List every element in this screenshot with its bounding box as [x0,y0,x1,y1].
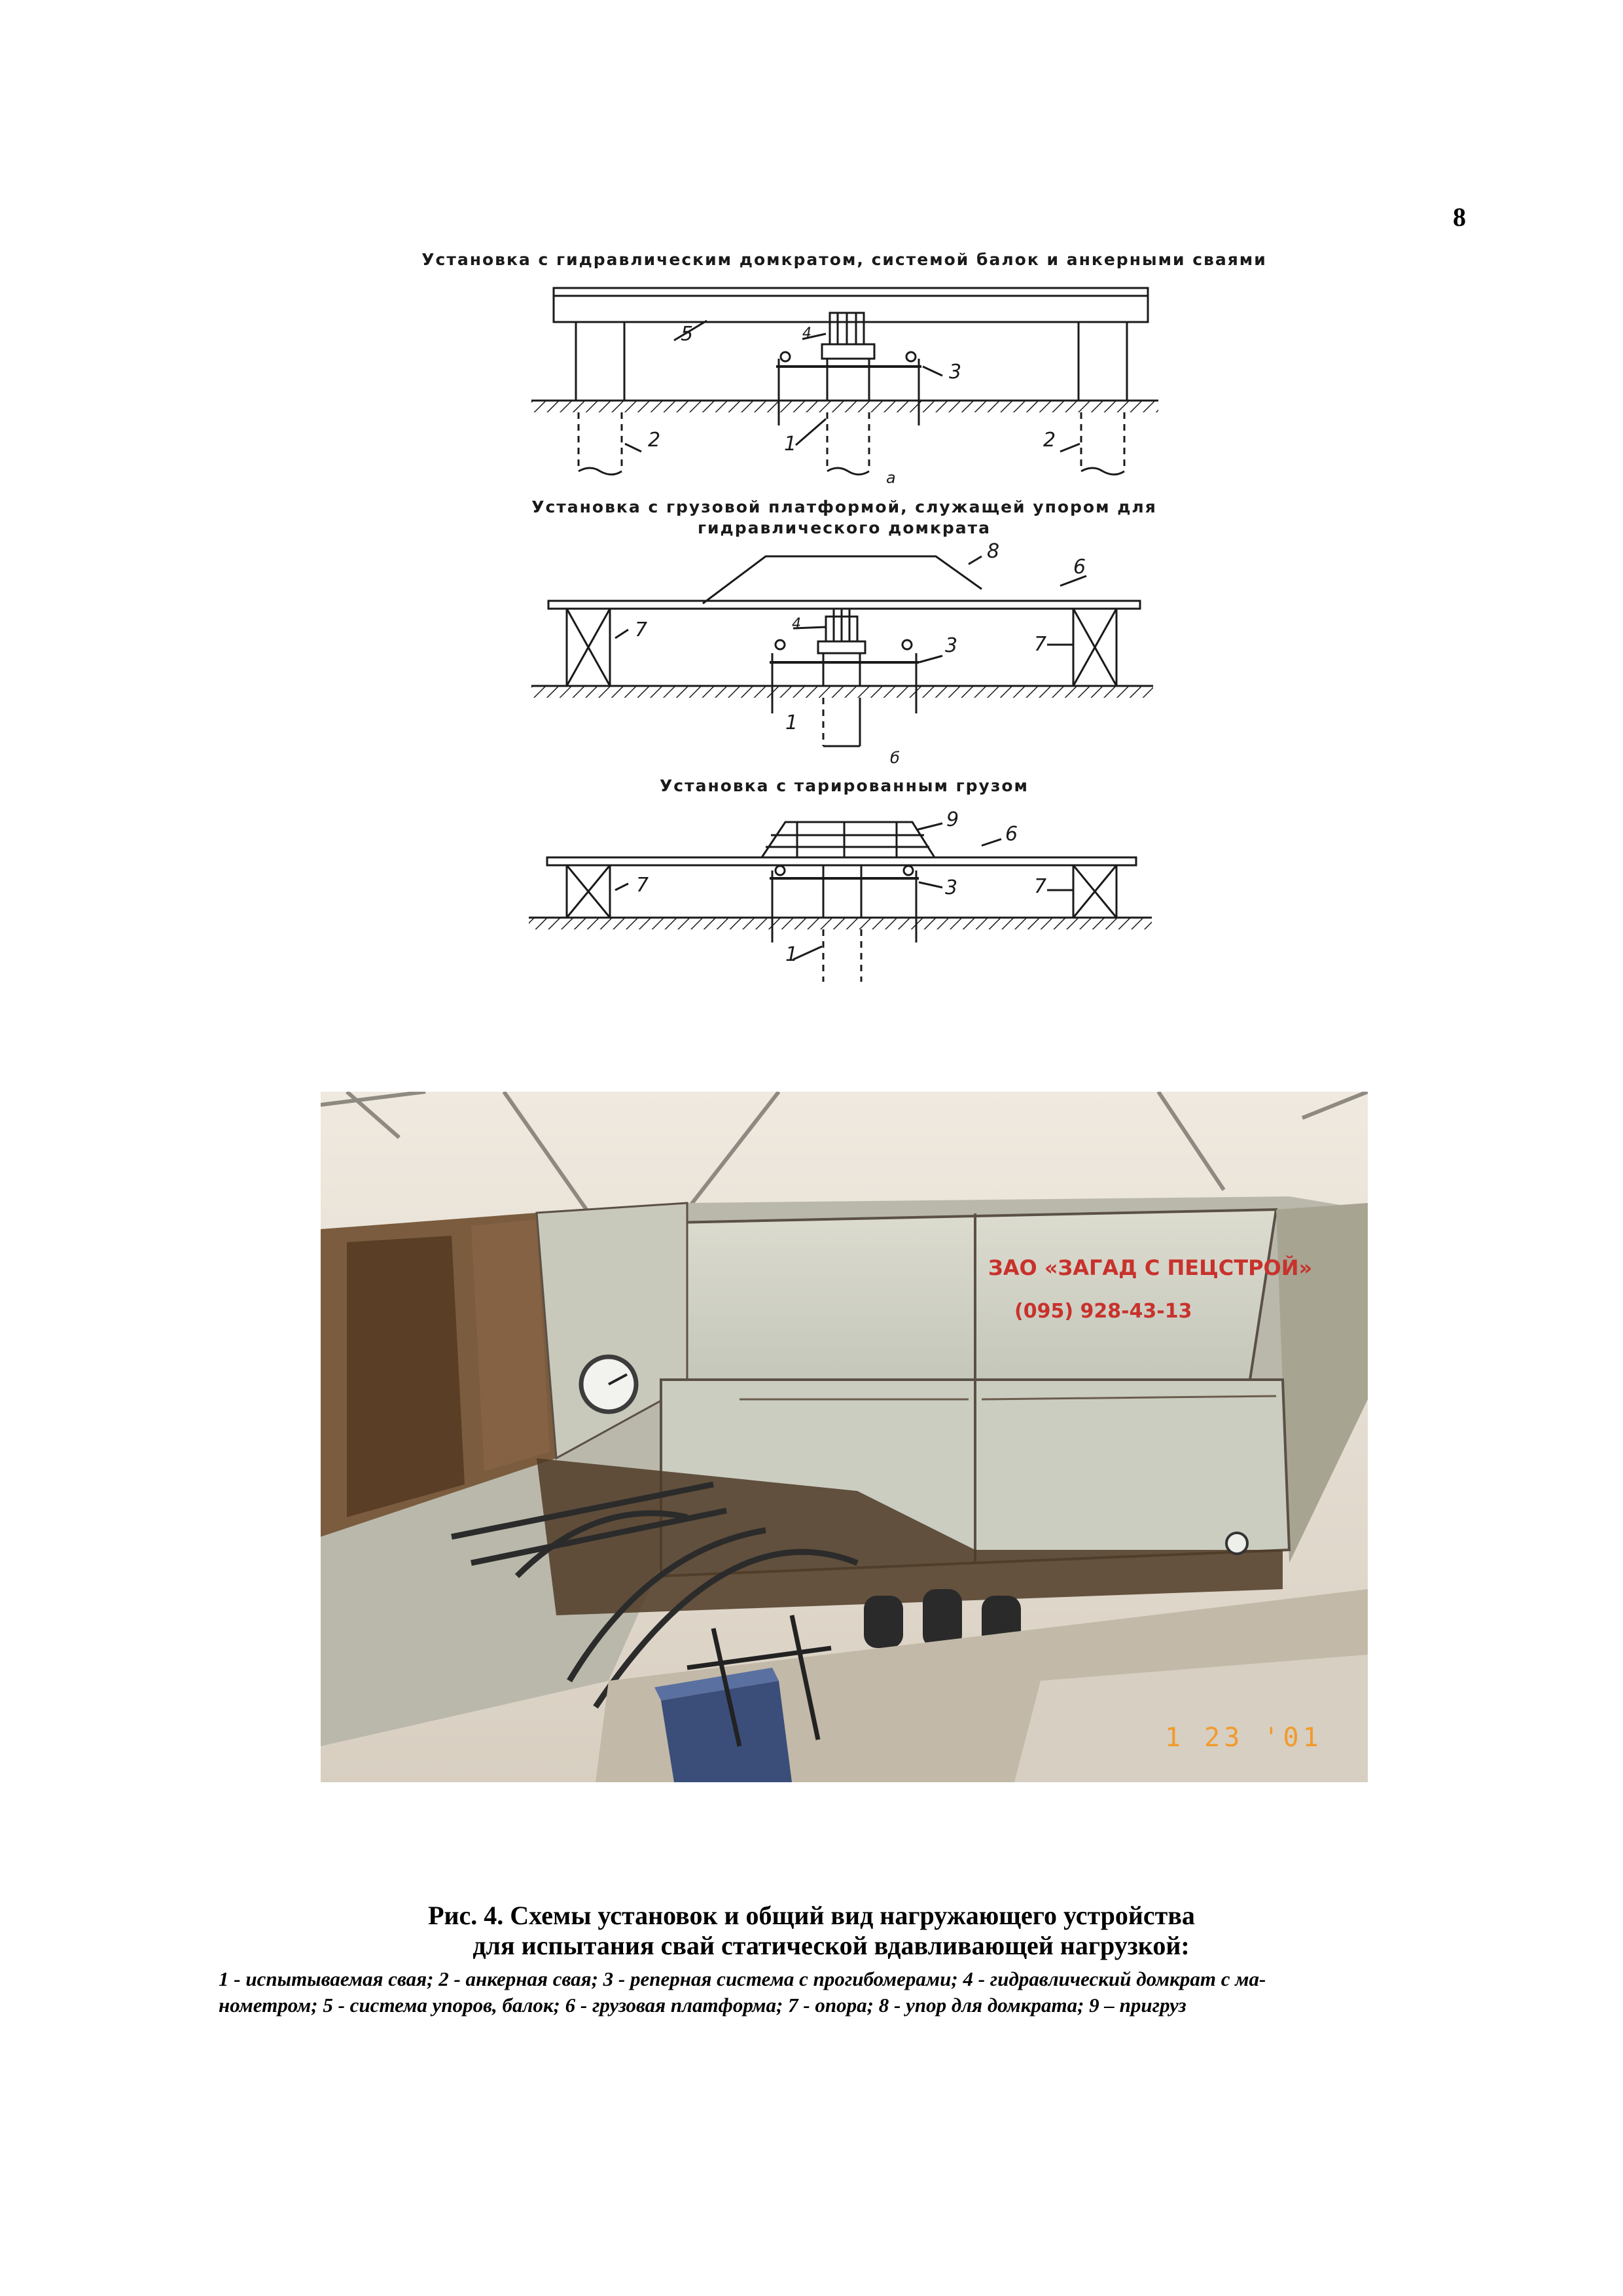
beam-system [554,288,1148,322]
scheme-b [531,556,1153,746]
callout-8: 8 [987,540,1000,563]
photo-sign-company: ЗАО «ЗАГАД С ПЕЦСТРОЙ» [988,1255,1313,1280]
load-platform-b [548,601,1140,609]
diagram-title-b-line2: гидравлического домкрата [697,518,991,537]
scheme-label-b: б [890,749,900,767]
callout-3-b: 3 [945,634,958,657]
photo-sign-phone: (095) 928-43-13 [1014,1300,1192,1323]
callout-7-c-right: 7 [1034,875,1047,898]
figure-caption-line2: для испытания свай статической вдавливающей нагрузкой: [473,1931,1190,1960]
diagram-title-b-line1: Установка с грузовой платформой, служащей упором для [531,497,1157,516]
callout-1-b: 1 [785,711,798,734]
ground-c [529,918,1152,929]
callout-2-a-left: 2 [648,429,661,452]
callout-1-c: 1 [785,943,798,966]
scheme-label-a: а [886,469,896,487]
callout-7-b-right: 7 [1034,633,1047,656]
figure-legend-line2: нометром; 5 - система упоров, балок; 6 - грузовая платформа; 7 - опора; 8 - упор для домкрата; 9 – пригруз [219,1994,1186,2017]
ground-a [531,401,1158,412]
surcharge-9 [762,822,935,857]
page-number: 8 [1453,202,1466,232]
anchor-pile-right-upper [1079,322,1127,401]
callout-2-a-right: 2 [1043,429,1056,452]
callout-4-a: 4 [802,325,812,342]
diagram-title-a: Установка с гидравлическим домкратом, системой балок и анкерными сваями [421,250,1267,269]
photo-date-stamp: 1 23 '01 [1165,1723,1323,1753]
callout-4-b: 4 [792,616,801,632]
figure-caption-line1: Рис. 4. Схемы установок и общий вид нагружающего устройства [428,1901,1195,1930]
callout-7-b-left: 7 [635,619,648,641]
figure-legend-line1: 1 - испытываемая свая; 2 - анкерная свая; 3 - реперная система с прогибомерами; 4 - гидравлический домкрат с ма- [219,1967,1266,1990]
test-pile-b [823,653,860,686]
callout-9: 9 [946,808,959,831]
loading-device-photo [321,1092,1368,1782]
callout-3-a: 3 [949,361,962,384]
scheme-a [531,288,1158,475]
callout-7-c-left: 7 [636,874,649,897]
jack-stop-8 [703,556,982,603]
diagram-title-c: Установка с тарированным грузом [659,776,1029,795]
callout-6-c: 6 [1005,823,1018,846]
installation-schemes-diagram [0,0,1623,1021]
scheme-c [529,822,1152,982]
callout-3-c: 3 [945,876,958,899]
callout-5-a: 5 [681,323,694,346]
callout-1-a: 1 [784,433,797,456]
test-pile-c [823,865,861,918]
load-platform-c [547,857,1136,865]
anchor-pile-left-upper [576,322,624,401]
test-pile-a [827,359,869,401]
ground-b [531,686,1153,698]
callout-6-b: 6 [1073,556,1086,579]
